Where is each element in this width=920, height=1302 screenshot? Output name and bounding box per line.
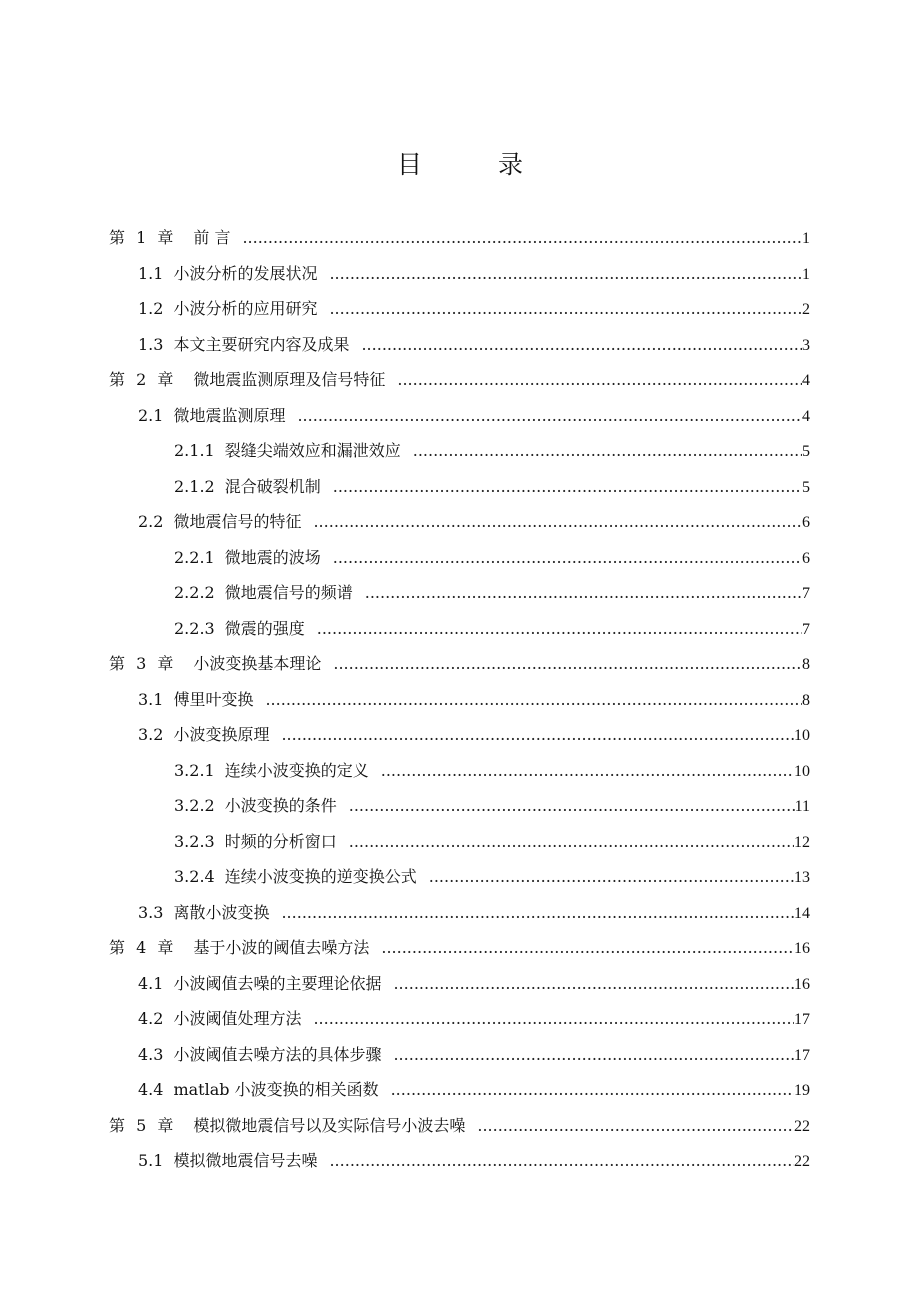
toc-dot-leader xyxy=(393,1042,794,1068)
toc-entry-number: 1.2 xyxy=(138,299,164,318)
toc-entry-number: 3.2 xyxy=(138,725,164,744)
toc-section-entry[interactable] xyxy=(138,261,810,287)
toc-section-entry[interactable] xyxy=(138,403,810,429)
toc-entry-title: 傅里叶变换 xyxy=(173,690,254,709)
toc-entry-number: 2.1 xyxy=(138,406,164,425)
toc-entry-page-number: 22 xyxy=(794,1118,810,1135)
toc-dot-leader xyxy=(477,1113,794,1139)
toc-entry-number: 2.2 xyxy=(138,512,164,531)
toc-entry-page-number: 14 xyxy=(794,905,810,922)
toc-dot-leader xyxy=(429,864,794,890)
toc-entry-title: 离散小波变换 xyxy=(173,903,270,922)
toc-dot-leader xyxy=(313,1006,794,1032)
toc-subsection-entry[interactable] xyxy=(174,438,810,464)
toc-dot-leader xyxy=(317,616,802,642)
toc-entry-page-number: 1 xyxy=(802,266,810,283)
page-title: 目 录 xyxy=(397,150,557,179)
toc-entry-page-number: 6 xyxy=(802,514,810,531)
toc-section-entry[interactable] xyxy=(138,900,810,926)
toc-dot-leader xyxy=(297,403,802,429)
toc-entry-title: 时频的分析窗口 xyxy=(224,832,337,851)
toc-entry-page-number: 1 xyxy=(802,230,810,247)
toc-entry-title: 微地震监测原理及信号特征 xyxy=(193,370,386,389)
toc-subsection-entry[interactable] xyxy=(174,758,810,784)
toc-dot-leader xyxy=(413,438,802,464)
toc-entry-title: 模拟微地震信号以及实际信号小波去噪 xyxy=(193,1116,466,1135)
toc-entry-number: 4.2 xyxy=(138,1009,164,1028)
toc-entry-page-number: 13 xyxy=(794,869,810,886)
toc-entry-title: 本文主要研究内容及成果 xyxy=(173,335,350,354)
toc-entry-title: 小波变换的条件 xyxy=(224,796,337,815)
toc-entry-number: 3.1 xyxy=(138,690,164,709)
toc-entry-title: 微地震信号的频谱 xyxy=(224,583,353,602)
toc-dot-leader xyxy=(349,829,794,855)
toc-entry-number: 2.2.1 xyxy=(174,548,215,567)
toc-section-entry[interactable] xyxy=(138,1042,810,1068)
toc-dot-leader xyxy=(242,225,802,251)
toc-section-entry[interactable] xyxy=(138,1148,810,1174)
toc-entry-number: 4.3 xyxy=(138,1045,164,1064)
toc-dot-leader xyxy=(313,509,802,535)
toc-chapter-entry[interactable] xyxy=(109,367,810,393)
toc-dot-leader xyxy=(329,261,802,287)
toc-dot-leader xyxy=(397,367,802,393)
toc-entry-number: 第 1 章 xyxy=(109,228,174,247)
toc-entry-page-number: 8 xyxy=(802,692,810,709)
toc-entry-page-number: 22 xyxy=(794,1153,810,1170)
toc-dot-leader xyxy=(365,580,802,606)
toc-entry-page-number: 17 xyxy=(794,1047,810,1064)
toc-dot-leader xyxy=(333,545,802,571)
toc-dot-leader xyxy=(381,758,794,784)
toc-entry-page-number: 7 xyxy=(802,621,810,638)
toc-dot-leader xyxy=(329,296,802,322)
toc-entry-number: 3.2.2 xyxy=(174,796,215,815)
toc-entry-page-number: 17 xyxy=(794,1011,810,1028)
toc-dot-leader xyxy=(281,722,794,748)
toc-entry-number: 3.2.1 xyxy=(174,761,215,780)
toc-section-entry[interactable] xyxy=(138,722,810,748)
toc-entry-number: 3.3 xyxy=(138,903,164,922)
toc-entry-number: 1.1 xyxy=(138,264,164,283)
toc-entry-page-number: 7 xyxy=(802,585,810,602)
toc-entry-number: 5.1 xyxy=(138,1151,164,1170)
toc-entry-page-number: 8 xyxy=(802,656,810,673)
toc-section-entry[interactable] xyxy=(138,687,810,713)
toc-entry-title: 基于小波的阈值去噪方法 xyxy=(193,938,370,957)
toc-entry-page-number: 11 xyxy=(794,798,810,815)
toc-entry-title: 小波分析的发展状况 xyxy=(173,264,318,283)
toc-dot-leader xyxy=(333,474,802,500)
toc-entry-title: 小波变换基本理论 xyxy=(193,654,322,673)
toc-entry-title: 连续小波变换的定义 xyxy=(224,761,369,780)
toc-entry-number: 第 4 章 xyxy=(109,938,174,957)
toc-entry-page-number: 16 xyxy=(794,976,810,993)
toc-entry-page-number: 3 xyxy=(802,337,810,354)
toc-entry-title: 连续小波变换的逆变换公式 xyxy=(224,867,417,886)
toc-subsection-entry[interactable] xyxy=(174,864,810,890)
toc-section-entry[interactable] xyxy=(138,332,810,358)
toc-entry-number: 2.2.3 xyxy=(174,619,215,638)
toc-section-entry[interactable] xyxy=(138,296,810,322)
toc-dot-leader xyxy=(393,971,794,997)
toc-dot-leader xyxy=(281,900,794,926)
toc-entry-page-number: 19 xyxy=(794,1082,810,1099)
toc-entry-number: 第 2 章 xyxy=(109,370,174,389)
toc-section-entry[interactable] xyxy=(138,1006,810,1032)
toc-entry-page-number: 4 xyxy=(802,372,810,389)
toc-subsection-entry[interactable] xyxy=(174,545,810,571)
toc-dot-leader xyxy=(333,651,802,677)
toc-entry-title: 微地震信号的特征 xyxy=(173,512,302,531)
toc-entry-number: 2.1.2 xyxy=(174,477,215,496)
toc-entry-title: 小波阈值处理方法 xyxy=(173,1009,302,1028)
toc-subsection-entry[interactable] xyxy=(174,616,810,642)
toc-entry-number: 第 5 章 xyxy=(109,1116,174,1135)
toc-subsection-entry[interactable] xyxy=(174,580,810,606)
toc-entry-page-number: 10 xyxy=(794,763,810,780)
toc-entry-title: 微地震监测原理 xyxy=(173,406,286,425)
toc-chapter-entry[interactable] xyxy=(109,225,810,251)
toc-entry-page-number: 10 xyxy=(794,727,810,744)
toc-entry-title: 小波阈值去噪方法的具体步骤 xyxy=(173,1045,382,1064)
toc-entry-number: 3.2.3 xyxy=(174,832,215,851)
toc-entry-page-number: 16 xyxy=(794,940,810,957)
toc-entry-number: 第 3 章 xyxy=(109,654,174,673)
toc-entry-page-number: 4 xyxy=(802,408,810,425)
toc-entry-number: 4.1 xyxy=(138,974,164,993)
toc-entry-page-number: 2 xyxy=(802,301,810,318)
toc-subsection-entry[interactable] xyxy=(174,829,810,855)
toc-entry-page-number: 6 xyxy=(802,550,810,567)
toc-chapter-entry[interactable] xyxy=(109,1113,810,1139)
toc-entry-title: 前 言 xyxy=(193,228,231,247)
toc-dot-leader xyxy=(381,935,794,961)
toc-dot-leader xyxy=(349,793,795,819)
toc-entry-title: 小波变换原理 xyxy=(173,725,270,744)
toc-subsection-entry[interactable] xyxy=(174,474,810,500)
toc-entry-title: 小波分析的应用研究 xyxy=(173,299,318,318)
toc-entry-title: 微地震的波场 xyxy=(224,548,321,567)
toc-entry-title: 微震的强度 xyxy=(224,619,305,638)
toc-section-entry[interactable] xyxy=(138,509,810,535)
toc-dot-leader xyxy=(329,1148,794,1174)
toc-entry-title: 模拟微地震信号去噪 xyxy=(173,1151,318,1170)
toc-entry-number: 3.2.4 xyxy=(174,867,215,886)
toc-entry-number: 4.4 xyxy=(138,1080,164,1099)
toc-entry-number: 2.1.1 xyxy=(174,441,215,460)
toc-entry-number: 2.2.2 xyxy=(174,583,215,602)
toc-entry-title: 裂缝尖端效应和漏泄效应 xyxy=(224,441,401,460)
toc-entry-title: 混合破裂机制 xyxy=(224,477,321,496)
toc-entry-title: matlab 小波变换的相关函数 xyxy=(173,1080,379,1099)
toc-subsection-entry[interactable] xyxy=(174,793,810,819)
toc-entry-page-number: 12 xyxy=(794,834,810,851)
toc-dot-leader xyxy=(265,687,802,713)
toc-chapter-entry[interactable] xyxy=(109,651,810,677)
toc-entry-page-number: 5 xyxy=(802,479,810,496)
toc-dot-leader xyxy=(361,332,802,358)
toc-dot-leader xyxy=(391,1077,794,1103)
toc-section-entry[interactable] xyxy=(138,1077,810,1103)
toc-section-entry[interactable] xyxy=(138,971,810,997)
toc-entry-number: 1.3 xyxy=(138,335,164,354)
toc-entry-title: 小波阈值去噪的主要理论依据 xyxy=(173,974,382,993)
toc-entry-page-number: 5 xyxy=(802,443,810,460)
toc-chapter-entry[interactable] xyxy=(109,935,810,961)
